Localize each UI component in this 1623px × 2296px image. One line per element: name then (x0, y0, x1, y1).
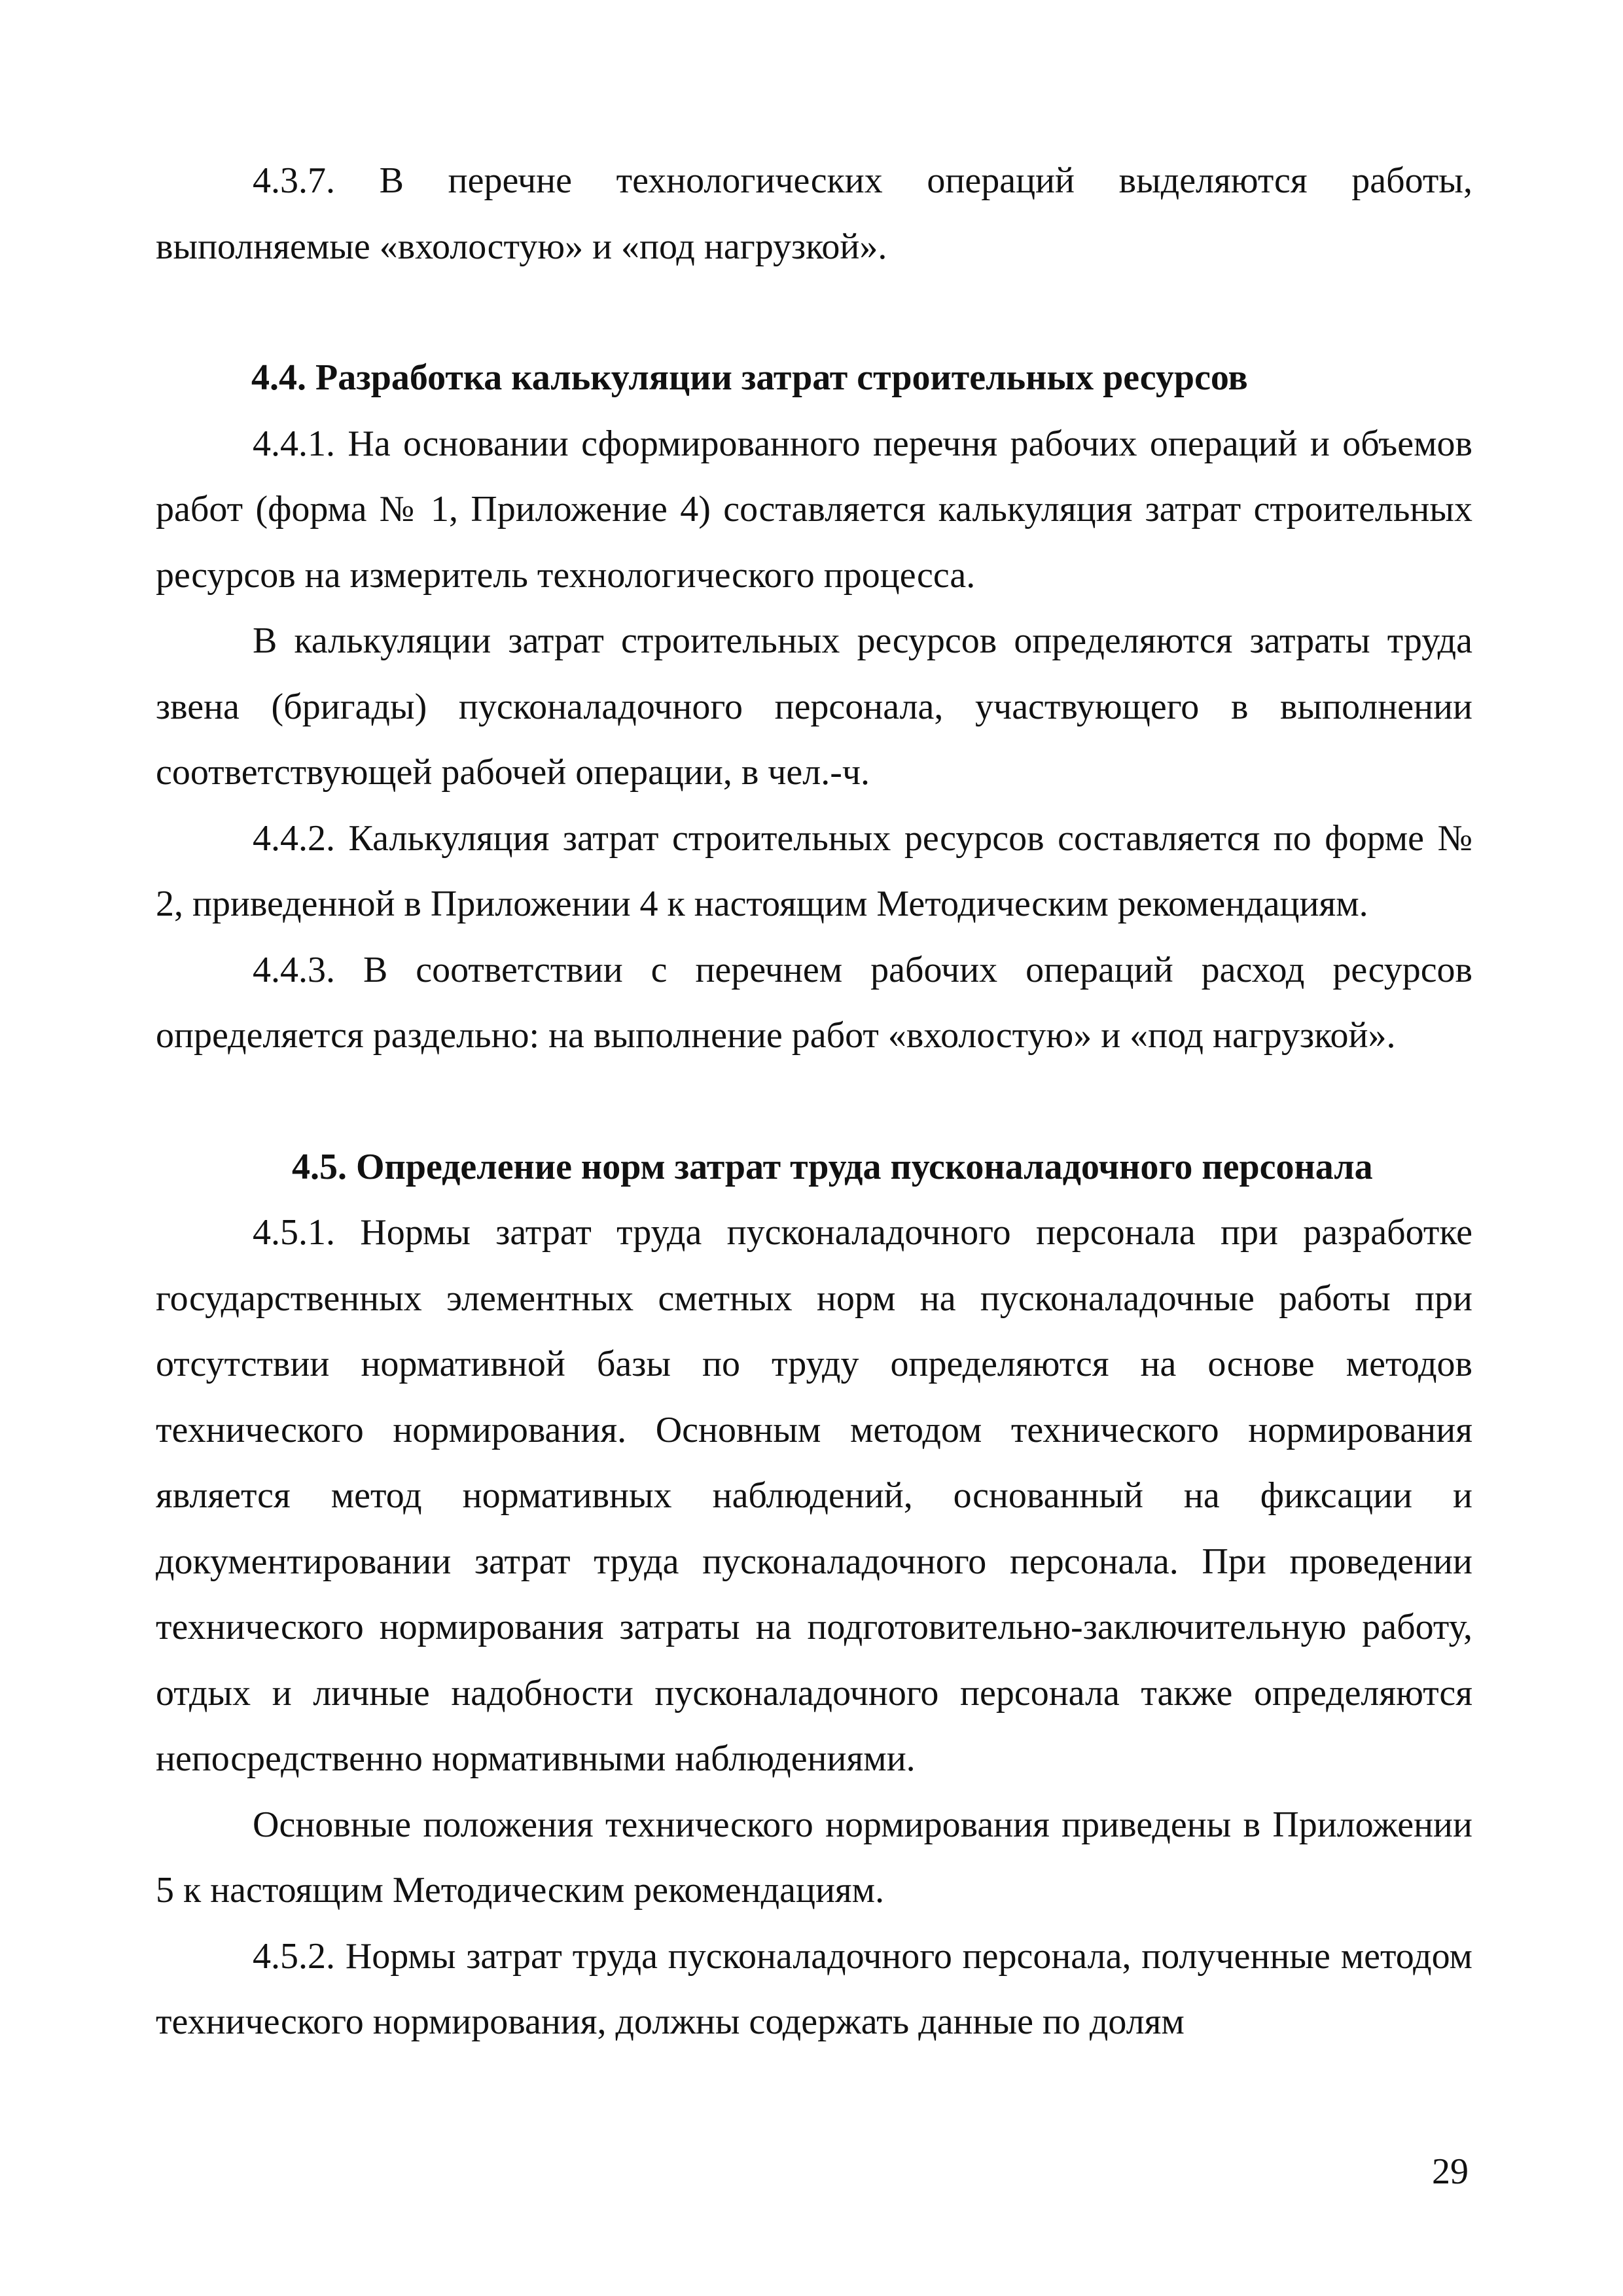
paragraph-4-4-2: 4.4.2. Калькуляция затрат строительных ресурсов составляется по форме № 2, приведенной в Приложении 4 к настоящим Методическим рекомендациям. (156, 817, 1472, 924)
page-number: 29 (1432, 2151, 1469, 2192)
paragraph-calculation-labor: В калькуляции затрат строительных ресурсов определяются затраты труда звена (бригады) пусконаладочного персонала, участвующего в выполнении соответствующей рабочей операции, в чел.-ч. (156, 620, 1472, 793)
paragraph-appendix-5: Основные положения технического нормирования приведены в Приложении 5 к настоящим Методическим рекомендациям. (156, 1804, 1472, 1910)
paragraph-4-4-1: 4.4.1. На основании сформированного перечня рабочих операций и объемов работ (форма № 1, Приложение 4) составляется калькуляция затрат строительных ресурсов на измеритель технологического процесса. (156, 423, 1472, 596)
paragraph-4-5-2: 4.5.2. Нормы затрат труда пусконаладочного персонала, полученные методом технического нормирования, должны содержать данные по долям (156, 1935, 1472, 2042)
heading-4-4: 4.4. Разработка калькуляции затрат строительных ресурсов (251, 357, 1248, 398)
body-text (156, 148, 1472, 2055)
section-gap (156, 1069, 1472, 1134)
paragraph-4-3-7: 4.3.7. В перечне технологических операций выделяются работы, выполняемые «вхолостую» и «под нагрузкой». (156, 160, 1472, 267)
section-gap (156, 279, 1472, 345)
paragraph-4-4-3: 4.4.3. В соответствии с перечнем рабочих операций расход ресурсов определяется раздельно: на выполнение работ «вхолостую» и «под нагрузкой». (156, 949, 1472, 1056)
heading-4-5: 4.5. Определение норм затрат труда пусконаладочного персонала (292, 1146, 1373, 1187)
paragraph-4-5-1: 4.5.1. Нормы затрат труда пусконаладочного персонала при разработке государственных элементных сметных норм на пусконаладочные работы при отсутствии нормативной базы по труду определяются на основе методов технического нормирования. Основным методом технического нормирования является метод нормативных наблюдений, основанный на фиксации и документировании затрат труда пусконаладочного персонала. При проведении технического нормирования затраты на подготовительно-заключительную работу, отдых и личные надобности пусконаладочного персонала также определяются непосредственно нормативными наблюдениями. (156, 1212, 1472, 1779)
